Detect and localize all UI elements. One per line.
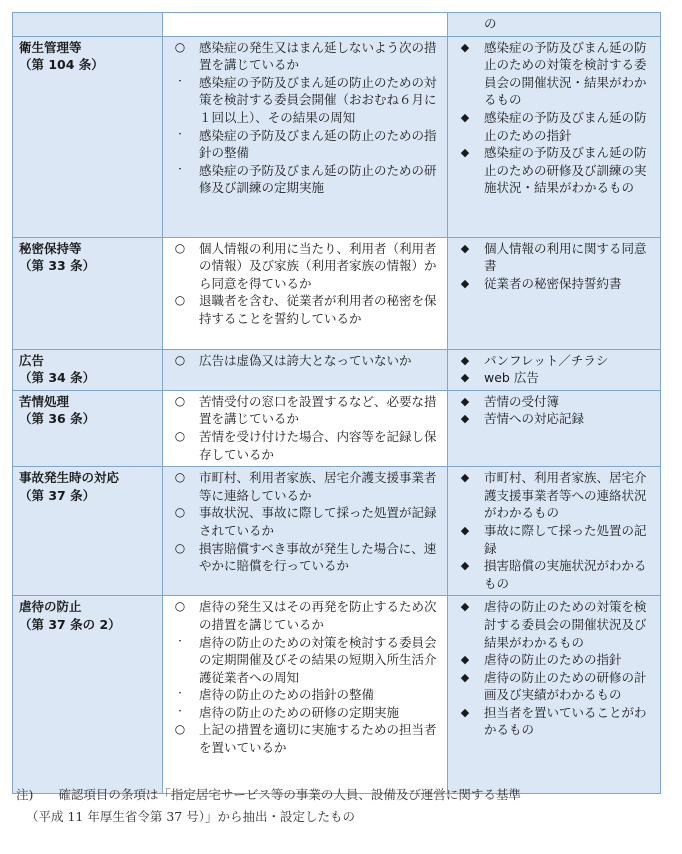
check-text: 虐待の防止のための対策を検討する委員会の定期開催及びその結果の短期入所生活介護従業者への周知 (199, 634, 437, 685)
footnote-line: 注) 確認項目の条項は「指定居宅サービス等の事業の人員、設備及び運営に関する基準 (16, 787, 521, 802)
inspection-table (12, 12, 661, 794)
doc-item (454, 369, 654, 387)
item-article: （第 37 条） (19, 487, 96, 503)
circle-mark-icon: ○ (174, 599, 186, 614)
item-article: （第 36 条） (19, 411, 96, 427)
doc-item (454, 704, 654, 739)
check-item (169, 686, 441, 704)
check-text: 感染症の発生又はまん延しないよう次の措置を講じているか (199, 39, 437, 73)
check-item (169, 428, 441, 463)
doc-text: 損害賠償の実施状況がわかるもの (484, 558, 647, 591)
check-cell (163, 237, 448, 349)
check-text: 個人情報の利用に当たり、利用者（利用者の情報）及び家族（利用者家族の情報）から同意を得ているか (199, 240, 437, 291)
bullet-dot-icon: ・ (175, 689, 185, 700)
doc-item (454, 410, 654, 428)
bullet-dot-icon: ・ (175, 76, 185, 87)
doc-text: 従業者の秘密保持誓約書 (484, 275, 622, 291)
footnote (16, 784, 666, 828)
doc-item (454, 393, 654, 411)
check-text: 広告は虚偽又は誇大となっていないか (199, 352, 412, 368)
doc-item (454, 109, 654, 144)
circle-mark-icon: ○ (174, 722, 186, 737)
doc-item (454, 352, 654, 370)
check-text: 苦情受付の窓口を設置するなど、必要な措置を講じているか (199, 393, 437, 427)
item-title: 虐待の防止 (19, 599, 82, 615)
diamond-bullet-icon: ◆ (460, 600, 470, 614)
doc-text: 苦情の受付簿 (484, 393, 560, 409)
check-text: 虐待の防止のための研修の定期実施 (199, 704, 400, 720)
item-label-cell (13, 467, 163, 596)
table-row (13, 349, 661, 390)
doc-text: 虐待の防止のための研修の計画及び実績がわかるもの (484, 669, 647, 703)
docs-continuation-text: の (484, 16, 497, 31)
doc-item (454, 275, 654, 293)
doc-text: 市町村、利用者家族、居宅介護支援事業者等への連絡状況がわかるもの (484, 470, 647, 521)
check-cell (163, 596, 448, 794)
item-title: 衛生管理等 (19, 39, 82, 55)
doc-text: 担当者を置いていることがわかるもの (484, 704, 647, 738)
diamond-bullet-icon: ◆ (460, 110, 470, 124)
check-item (169, 721, 441, 756)
doc-text: 苦情への対応記録 (484, 411, 585, 427)
check-text: 虐待の発生又はその再発を防止するため次の措置を講じているか (199, 599, 437, 632)
circle-mark-icon: ○ (174, 470, 186, 485)
doc-item (454, 522, 654, 557)
check-text: 苦情を受け付けた場合、内容等を記録し保存しているか (199, 428, 437, 462)
check-text: 感染症の予防及びまん延の防止のための研修及び訓練の定期実施 (199, 162, 437, 196)
doc-text: 虐待の防止のための指針 (484, 652, 622, 668)
table-row (13, 467, 661, 596)
doc-text: 感染症の予防及びまん延の防止のための研修及び訓練の実施状況・結果がわかるもの (484, 145, 647, 196)
docs-cell (448, 390, 661, 466)
doc-item (454, 557, 654, 592)
circle-mark-icon: ○ (174, 352, 186, 367)
top-label-cell (13, 13, 163, 37)
diamond-bullet-icon: ◆ (460, 412, 470, 426)
check-item (169, 162, 441, 197)
table-row (13, 237, 661, 349)
item-title: 秘密保持等 (19, 240, 82, 256)
doc-item (454, 598, 654, 651)
diamond-bullet-icon: ◆ (460, 241, 470, 255)
doc-item (454, 240, 654, 275)
bullet-dot-icon: ・ (175, 706, 185, 717)
top-check-cell (163, 13, 448, 37)
footnote-line: （平成 11 年厚生省令第 37 号）」から抽出・設定したもの (26, 809, 355, 824)
circle-mark-icon: ○ (174, 293, 186, 308)
diamond-bullet-icon: ◆ (460, 559, 470, 573)
doc-text: パンフレット／チラシ (484, 352, 609, 368)
doc-item (454, 39, 654, 109)
diamond-bullet-icon: ◆ (460, 146, 470, 160)
bullet-dot-icon: ・ (175, 129, 185, 140)
check-item (169, 39, 441, 74)
check-item (169, 127, 441, 162)
check-item (169, 540, 441, 575)
item-article: （第 104 条） (19, 57, 104, 73)
bullet-dot-icon: ・ (175, 636, 185, 647)
doc-item (454, 651, 654, 669)
doc-text: 個人情報の利用に関する同意書 (484, 240, 647, 274)
diamond-bullet-icon: ◆ (460, 653, 470, 667)
table-row (13, 596, 661, 794)
item-article: （第 34 条） (19, 370, 96, 386)
item-label-cell (13, 237, 163, 349)
diamond-bullet-icon: ◆ (460, 40, 470, 54)
check-item (169, 292, 441, 327)
check-text: 上記の措置を適切に実施するための担当者を置いているか (199, 722, 437, 756)
item-article: （第 33 条） (19, 258, 96, 274)
check-text: 事故状況、事故に際して採った処置が記録されているか (199, 505, 437, 538)
check-item (169, 504, 441, 539)
check-item (169, 74, 441, 127)
doc-text: 感染症の予防及びまん延の防止のための指針 (484, 109, 647, 143)
check-cell (163, 390, 448, 466)
check-item (169, 634, 441, 687)
check-text: 市町村、利用者家族、居宅介護支援事業者等に連絡しているか (199, 470, 437, 503)
check-text: 感染症の予防及びまん延の防止のための対策を検討する委員会開催（おおむね６月に１回以上）、その結果の周知 (199, 74, 437, 125)
item-title: 広告 (19, 352, 45, 368)
doc-item (454, 144, 654, 197)
item-label-cell (13, 36, 163, 237)
check-cell (163, 36, 448, 237)
check-item (169, 469, 441, 504)
docs-cell (448, 36, 661, 237)
diamond-bullet-icon: ◆ (460, 523, 470, 537)
circle-mark-icon: ○ (174, 393, 186, 408)
docs-cell (448, 596, 661, 794)
item-title: 苦情処理 (19, 393, 70, 409)
doc-text: web 広告 (484, 370, 539, 386)
check-item (169, 240, 441, 293)
item-label-cell (13, 596, 163, 794)
diamond-bullet-icon: ◆ (460, 353, 470, 367)
top-docs-cell (448, 13, 661, 37)
diamond-bullet-icon: ◆ (460, 276, 470, 290)
docs-cell (448, 237, 661, 349)
check-text: 虐待の防止のための指針の整備 (199, 687, 375, 703)
diamond-bullet-icon: ◆ (460, 371, 470, 385)
circle-mark-icon: ○ (174, 39, 186, 54)
diamond-bullet-icon: ◆ (460, 394, 470, 408)
doc-item (454, 469, 654, 522)
diamond-bullet-icon: ◆ (460, 705, 470, 719)
check-text: 感染症の予防及びまん延の防止のための指針の整備 (199, 127, 437, 161)
check-cell (163, 467, 448, 596)
circle-mark-icon: ○ (174, 505, 186, 520)
check-item (169, 352, 441, 370)
circle-mark-icon: ○ (174, 428, 186, 443)
table-row-top (13, 13, 661, 37)
docs-cell (448, 349, 661, 390)
doc-item (454, 669, 654, 704)
item-article: （第 37 条の 2） (19, 616, 121, 632)
bullet-dot-icon: ・ (175, 164, 185, 175)
docs-cell (448, 467, 661, 596)
check-cell (163, 349, 448, 390)
check-item (169, 598, 441, 633)
item-label-cell (13, 390, 163, 466)
check-item (169, 704, 441, 722)
doc-text: 感染症の予防及びまん延の防止のための対策を検討する委員会の開催状況・結果がわかるもの (484, 39, 647, 108)
table-row (13, 36, 661, 237)
doc-text: 事故に際して採った処置の記録 (484, 522, 647, 556)
check-text: 損害賠償すべき事故が発生した場合に、速やかに賠償を行っているか (199, 540, 437, 574)
item-title: 事故発生時の対応 (19, 470, 120, 486)
circle-mark-icon: ○ (174, 240, 186, 255)
diamond-bullet-icon: ◆ (460, 471, 470, 485)
check-text: 退職者を含む、従業者が利用者の秘密を保持することを誓約しているか (199, 293, 437, 326)
check-item (169, 393, 441, 428)
item-label-cell (13, 349, 163, 390)
doc-text: 虐待の防止のための対策を検討する委員会の開催状況及び結果がわかるもの (484, 599, 647, 650)
table-row (13, 390, 661, 466)
circle-mark-icon: ○ (174, 540, 186, 555)
diamond-bullet-icon: ◆ (460, 670, 470, 684)
